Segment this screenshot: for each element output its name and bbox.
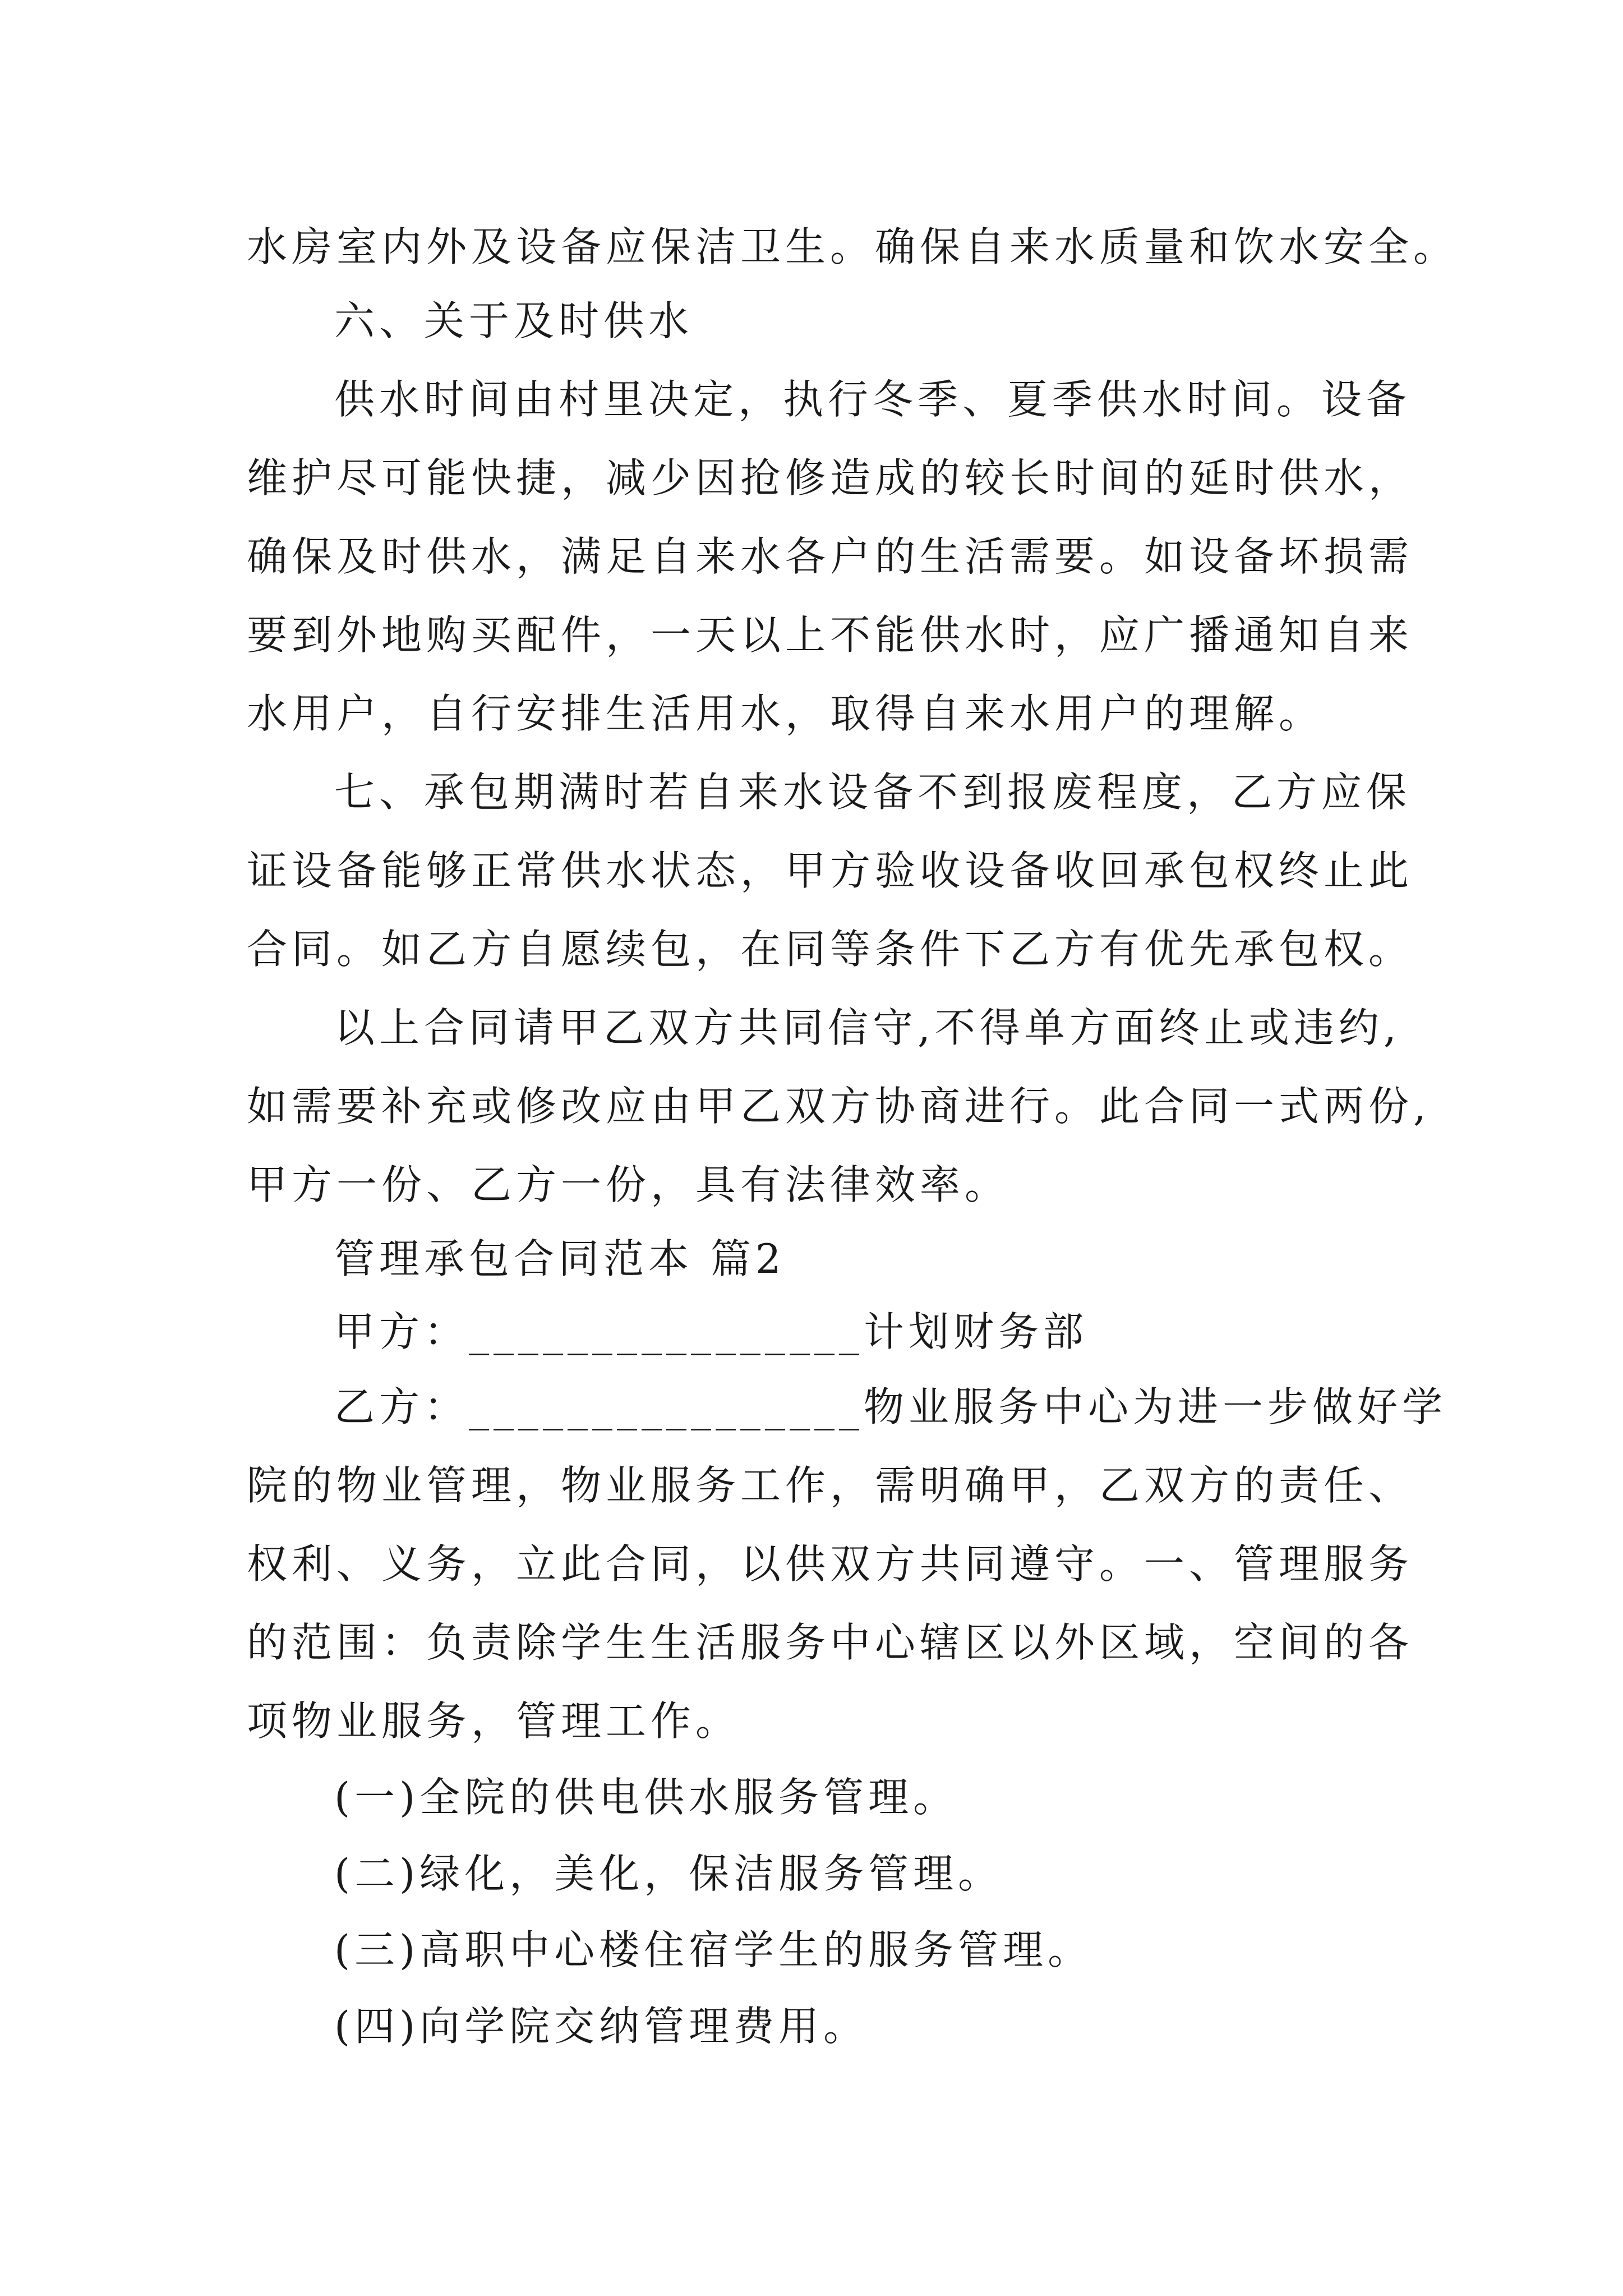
paragraph-line: 项物业服务，管理工作。 (247, 1697, 741, 1745)
section-heading: 六、关于及时供水 (334, 297, 694, 344)
party-a-line: 甲方：________________计划财务部 (334, 1308, 1089, 1355)
paragraph-line: 甲方一份、乙方一份，具有法律效率。 (247, 1161, 1010, 1208)
paragraph-line: 确保及时供水，满足自来水各户的生活需要。如设备坏损需 (247, 533, 1414, 580)
paragraph-line: 如需要补充或修改应由甲乙双方协商进行。此合同一式两份, (247, 1083, 1431, 1130)
paragraph-line: 以上合同请甲乙双方共同信守,不得单方面终止或违约, (334, 1004, 1401, 1051)
paragraph-line: 要到外地购买配件，一天以上不能供水时，应广播通知自来 (247, 611, 1414, 659)
paragraph-line: 维护尽可能快捷，减少因抢修造成的较长时间的延时供水， (247, 454, 1414, 501)
paragraph-line: 的范围：负责除学生生活服务中心辖区以外区域，空间的各 (247, 1619, 1414, 1666)
list-item: (二)绿化，美化，保洁服务管理。 (334, 1850, 1003, 1897)
paragraph-line: 七、承包期满时若自来水设备不到报废程度，乙方应保 (334, 769, 1412, 816)
list-item: (四)向学院交纳管理费用。 (334, 2003, 869, 2050)
paragraph-line: 合同。如乙方自愿续包，在同等条件下乙方有优先承包权。 (247, 926, 1414, 973)
paragraph-line: 证设备能够正常供水状态，甲方验收设备收回承包权终止此 (247, 847, 1414, 894)
list-item: (一)全院的供电供水服务管理。 (334, 1774, 958, 1821)
paragraph-line: 权利、义务，立此合同，以供双方共同遵守。一、管理服务 (247, 1540, 1414, 1588)
party-b-line: 乙方：________________物业服务中心为进一步做好学 (334, 1383, 1447, 1430)
paragraph-line: 院的物业管理，物业服务工作，需明确甲，乙双方的责任、 (247, 1462, 1414, 1509)
contract-title: 管理承包合同范本 篇2 (334, 1235, 786, 1282)
paragraph-line: 供水时间由村里决定，执行冬季、夏季供水时间。设备 (334, 376, 1412, 423)
paragraph-line: 水用户，自行安排生活用水，取得自来水用户的理解。 (247, 690, 1324, 737)
paragraph-line: 水房室内外及设备应保洁卫生。确保自来水质量和饮水安全。 (247, 223, 1459, 270)
list-item: (三)高职中心楼住宿学生的服务管理。 (334, 1926, 1093, 1973)
